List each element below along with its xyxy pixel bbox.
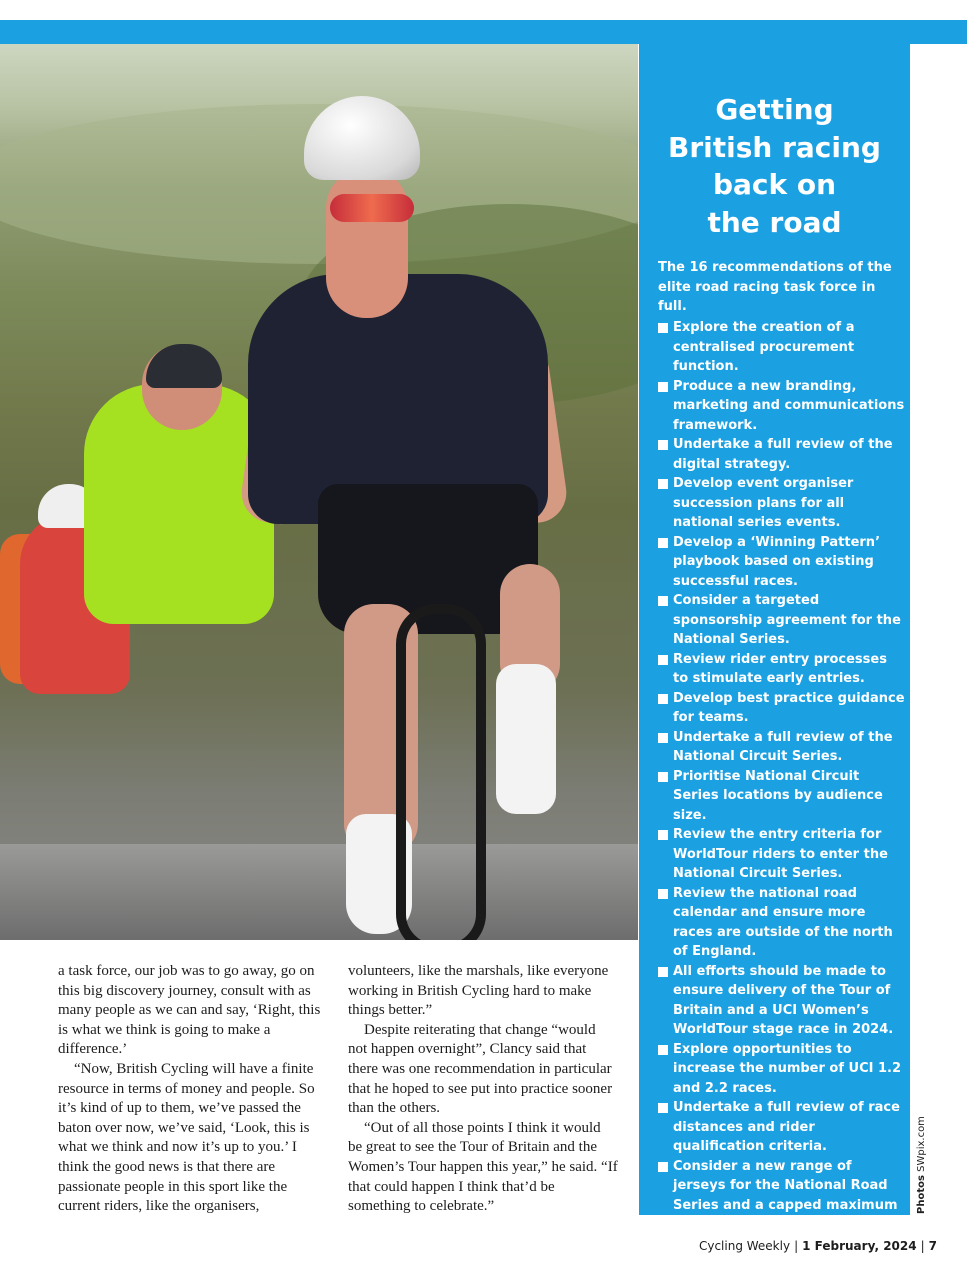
square-bullet-icon (658, 733, 668, 743)
list-item-text: Produce a new branding, marketing and communications framework. (673, 378, 905, 433)
square-bullet-icon (658, 694, 668, 704)
list-item-text: Undertake a full review of the digital strategy. (673, 437, 893, 472)
article-column-2 (348, 962, 618, 1217)
sidebar-title-line: back on (712, 168, 837, 201)
list-item (658, 962, 906, 1040)
square-bullet-icon (658, 889, 668, 899)
sidebar-title-line: British racing (668, 130, 881, 164)
list-item (658, 591, 906, 650)
page-footer (699, 1239, 937, 1253)
photo-credit-source: SWpix.com (916, 1116, 927, 1172)
list-item (658, 1157, 906, 1235)
list-item-text: Explore opportunities to increase the number of UCI 1.2 and 2.2 races. (673, 1041, 902, 1096)
list-item (658, 1098, 906, 1157)
square-bullet-icon (658, 772, 668, 782)
article-paragraph: “Now, British Cycling will have a finite resource in terms of money and people. So it’s kind of up to them, we’ve passed the baton over now, we’ve said, ‘Look, this is what we think and now it’s up to you.’ I think the good news is that there are passionate people in this sport like the current riders, like the organisers, (58, 1060, 315, 1215)
recommendations-list (658, 318, 906, 1235)
list-item (658, 767, 906, 826)
list-item (658, 533, 906, 592)
list-item (658, 435, 906, 474)
list-item (658, 650, 906, 689)
article-paragraph: volunteers, like the marshals, like everyone working in British Cycling hard to make things better.” (348, 963, 609, 1019)
square-bullet-icon (658, 1103, 668, 1113)
list-item-text: Develop event organiser succession plans for all national series events. (673, 476, 854, 530)
square-bullet-icon (658, 1045, 668, 1055)
list-item-text: Explore the creation of a centralised procurement function. (673, 320, 855, 374)
list-item (658, 825, 906, 884)
sidebar-title-line: Getting (715, 93, 834, 126)
list-item-text: Review the national road calendar and ensure more races are outside of the north of England. (673, 885, 893, 959)
list-item (658, 728, 906, 767)
list-item-text: Prioritise National Circuit Series locations by audience size. (673, 768, 883, 823)
square-bullet-icon (658, 830, 668, 840)
list-item (658, 474, 906, 533)
square-bullet-icon (658, 323, 668, 333)
list-item (658, 318, 906, 377)
list-item (658, 1040, 906, 1099)
list-item-text: Review the entry criteria for WorldTour riders to enter the National Circuit Series. (673, 827, 888, 881)
article-column-1 (58, 962, 328, 1217)
footer-divider: | (794, 1239, 799, 1253)
list-item-text: Develop a ‘Winning Pattern’ playbook based on existing successful races. (673, 534, 881, 589)
right-margin (910, 44, 967, 1215)
list-item-text: Review rider entry processes to stimulate early entries. (673, 651, 887, 686)
square-bullet-icon (658, 382, 668, 392)
list-item-text: Develop best practice guidance for teams. (673, 690, 905, 725)
top-accent-bar (0, 20, 967, 44)
sidebar-intro: The 16 recommendations of the elite road racing task force in full. (658, 260, 892, 314)
square-bullet-icon (658, 967, 668, 977)
list-item-text: Undertake a full review of the National Circuit Series. (673, 729, 893, 764)
sidebar-title-line: the road (707, 205, 842, 239)
issue-date: 1 February, 2024 (802, 1239, 917, 1253)
hero-photo (0, 44, 638, 940)
list-item (658, 884, 906, 962)
list-item (658, 377, 906, 436)
list-item-text: All efforts should be made to ensure delivery of the Tour of Britain and a UCI Women’s WorldTour stage race in 2024. (673, 963, 894, 1037)
square-bullet-icon (658, 655, 668, 665)
photo-credit-label: Photos (916, 1175, 927, 1214)
footer-divider: | (920, 1239, 925, 1253)
page-number: 7 (928, 1239, 937, 1253)
list-item (658, 689, 906, 728)
list-item-text: Undertake a full review of race distances and rider qualification criteria. (673, 1100, 900, 1154)
square-bullet-icon (658, 440, 668, 450)
square-bullet-icon (658, 1162, 668, 1172)
article-paragraph: Despite reiterating that change “would not happen overnight”, Clancy said that there was one recommendation in particular that he hoped to see put into practice sooner than the others. (348, 1021, 613, 1117)
square-bullet-icon (658, 538, 668, 548)
article-paragraph: “Out of all those points I think it would be great to see the Tour of Britain and the Women’s Tour happen this year,” he said. “If that could happen I think that’d be something to celebrate.” (348, 1119, 618, 1215)
list-item-text: Consider a targeted sponsorship agreement for the National Series. (673, 593, 901, 647)
square-bullet-icon (658, 596, 668, 606)
magazine-name: Cycling Weekly (698, 1239, 791, 1253)
photo-credit (916, 1114, 934, 1214)
list-item-text: Consider a new range of jerseys for the National Road Series and a capped maximum entry cost. (673, 1158, 898, 1232)
square-bullet-icon (658, 479, 668, 489)
article-paragraph: a task force, our job was to go away, go on this big discovery journey, consult with as many people as we can and say, ‘Right, this is what we think is going to make a difference.’ (58, 963, 321, 1058)
recommendations-sidebar (639, 44, 910, 1232)
sidebar-title (639, 91, 910, 241)
